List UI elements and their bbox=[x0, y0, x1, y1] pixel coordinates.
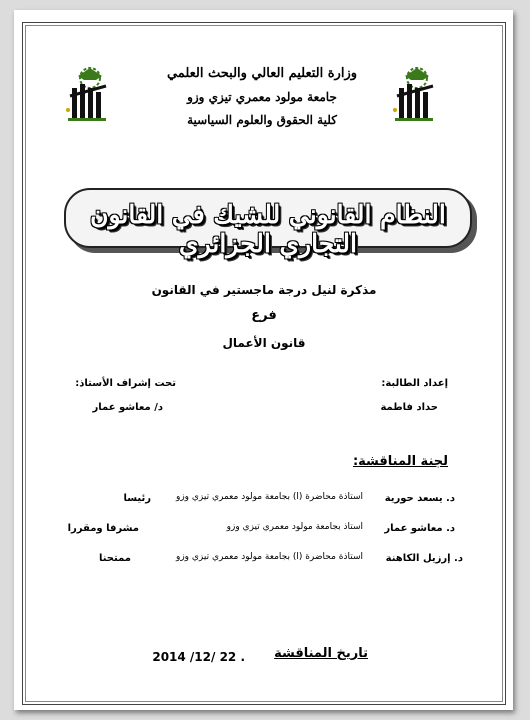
committee-member-title: أستاذ بجامعة مولود معمري تيزي وزو bbox=[226, 522, 363, 532]
committee-member-title: أستاذة محاضرة (أ) بجامعة مولود معمري تيزي وزو bbox=[175, 492, 363, 502]
university-logo-icon bbox=[62, 62, 122, 126]
committee-member-role: رئيسا bbox=[123, 493, 151, 504]
defense-date-label: تاريخ المناقشة bbox=[274, 646, 368, 661]
committee-member-role: ممتحنا bbox=[98, 553, 131, 564]
branch-label: فرع bbox=[251, 308, 277, 323]
committee-member-title: أستاذة محاضرة (أ) بجامعة مولود معمري تيزي وزو bbox=[175, 552, 363, 562]
branch-name: قانون الأعمال bbox=[222, 336, 306, 350]
faculty-name: كلية الحقوق والعلوم السياسية bbox=[187, 113, 337, 127]
document-page bbox=[14, 10, 513, 710]
supervisor-name: د/ معاشو عمار bbox=[92, 402, 163, 413]
committee-member-name: د. يسعد حورية bbox=[384, 493, 455, 504]
defense-date-value: 2014 /12/ 22 . bbox=[152, 650, 245, 664]
title-box bbox=[64, 188, 472, 258]
supervisor-label: تحت إشراف الأستاذ: bbox=[75, 378, 176, 389]
committee-member-role: مشرفا ومقررا bbox=[67, 523, 139, 534]
thesis-title: النظام القانوني للشيك في القانون التجاري الجزائري bbox=[90, 200, 446, 258]
memo-description: مذكرة لنيل درجة ماجستير في القانون bbox=[151, 283, 377, 297]
ministry-name: وزارة التعليم العالي والبحث العلمي bbox=[166, 66, 358, 81]
committee-heading: لجنة المناقشة: bbox=[352, 454, 448, 469]
university-logo-icon bbox=[389, 62, 449, 126]
university-name: جامعة مولود معمري تيزي وزو bbox=[187, 90, 337, 104]
committee-member-name: د. معاشو عمار bbox=[384, 523, 455, 534]
student-label: إعداد الطالبة: bbox=[381, 378, 448, 389]
student-name: حداد فاطمة bbox=[380, 402, 438, 413]
committee-member-name: د. إرزيل الكاهنة bbox=[385, 553, 463, 564]
